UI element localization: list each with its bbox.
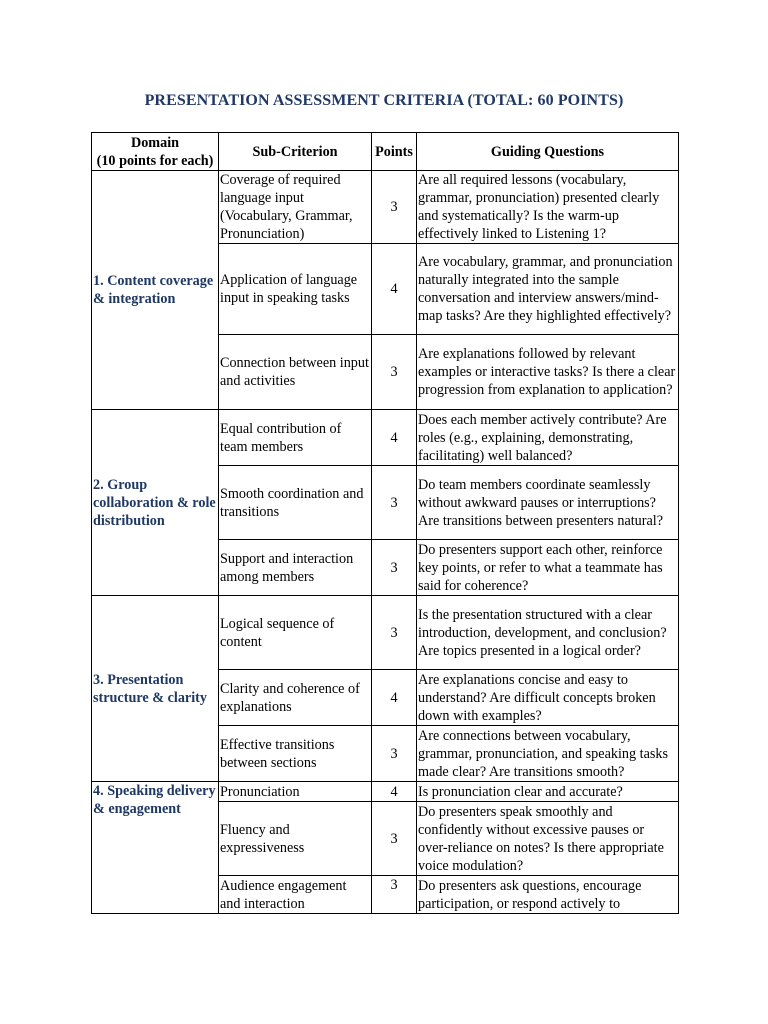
domain-cell-2: 2. Group collaboration & role distribution	[92, 410, 219, 596]
points-cell: 4	[372, 670, 417, 726]
guiding-questions-cell: Are all required lessons (vocabulary, grammar, pronunciation) presented clearly and systematically? Is the warm-up effectively linked to Listening 1?	[417, 171, 679, 244]
points-cell: 3	[372, 726, 417, 782]
points-cell: 4	[372, 782, 417, 802]
header-domain-title: Domain	[130, 134, 180, 151]
points-cell: 3	[372, 335, 417, 410]
header-domain	[92, 133, 219, 171]
sub-criterion-cell: Smooth coordination and transitions	[219, 466, 372, 540]
criteria-table	[91, 132, 679, 914]
sub-criterion-cell: Fluency and expressiveness	[219, 802, 372, 876]
guiding-questions-cell: Do team members coordinate seamlessly without awkward pauses or interruptions? Are transitions between presenters natural?	[417, 466, 679, 540]
sub-criterion-cell: Logical sequence of content	[219, 596, 372, 670]
guiding-questions-cell: Is pronunciation clear and accurate?	[417, 782, 679, 802]
guiding-questions-cell: Are vocabulary, grammar, and pronunciation naturally integrated into the sample conversation and interview answers/mind-map tasks? Are they highlighted effectively?	[417, 244, 679, 335]
sub-criterion-cell: Connection between input and activities	[219, 335, 372, 410]
points-cell: 3	[372, 466, 417, 540]
points-cell: 3	[372, 876, 417, 914]
domain-cell-3: 3. Presentation structure & clarity	[92, 596, 219, 782]
points-cell: 3	[372, 596, 417, 670]
header-points: Points	[372, 133, 417, 171]
sub-criterion-cell: Application of language input in speaking tasks	[219, 244, 372, 335]
guiding-questions-cell: Do presenters speak smoothly and confidently without excessive pauses or over-reliance on notes? Is there appropriate voice modulation?	[417, 802, 679, 876]
header-guiding-questions: Guiding Questions	[417, 133, 679, 171]
guiding-questions-cell: Do presenters ask questions, encourage participation, or respond actively to	[417, 876, 679, 914]
document-title: PRESENTATION ASSESSMENT CRITERIA (TOTAL: 60 POINTS)	[144, 92, 624, 109]
guiding-questions-cell: Does each member actively contribute? Are roles (e.g., explaining, demonstrating, facilitating) well balanced?	[417, 410, 679, 466]
points-cell: 3	[372, 171, 417, 244]
table-row	[92, 782, 679, 802]
header-domain-subtitle: (10 points for each)	[96, 152, 214, 169]
sub-criterion-cell: Clarity and coherence of explanations	[219, 670, 372, 726]
table-row	[92, 596, 679, 670]
sub-criterion-cell: Effective transitions between sections	[219, 726, 372, 782]
guiding-questions-cell: Do presenters support each other, reinforce key points, or refer to what a teammate has said for coherence?	[417, 540, 679, 596]
points-cell: 3	[372, 540, 417, 596]
points-cell: 4	[372, 244, 417, 335]
sub-criterion-cell: Audience engagement and interaction	[219, 876, 372, 914]
guiding-questions-cell: Are explanations followed by relevant examples or interactive tasks? Is there a clear progression from explanation to application?	[417, 335, 679, 410]
domain-cell-1: 1. Content coverage & integration	[92, 171, 219, 410]
table-row	[92, 171, 679, 244]
points-cell: 3	[372, 802, 417, 876]
header-row	[92, 133, 679, 171]
table-row	[92, 410, 679, 466]
guiding-questions-cell: Are explanations concise and easy to understand? Are difficult concepts broken down with examples?	[417, 670, 679, 726]
sub-criterion-cell: Support and interaction among members	[219, 540, 372, 596]
header-sub-criterion: Sub-Criterion	[219, 133, 372, 171]
sub-criterion-cell: Pronunciation	[219, 782, 372, 802]
guiding-questions-cell: Are connections between vocabulary, grammar, pronunciation, and speaking tasks made clear? Are transitions smooth?	[417, 726, 679, 782]
guiding-questions-cell: Is the presentation structured with a clear introduction, development, and conclusion? Are topics presented in a logical order?	[417, 596, 679, 670]
points-cell: 4	[372, 410, 417, 466]
domain-cell-4: 4. Speaking delivery & engagement	[92, 782, 219, 914]
sub-criterion-cell: Equal contribution of team members	[219, 410, 372, 466]
sub-criterion-cell: Coverage of required language input (Vocabulary, Grammar, Pronunciation)	[219, 171, 372, 244]
